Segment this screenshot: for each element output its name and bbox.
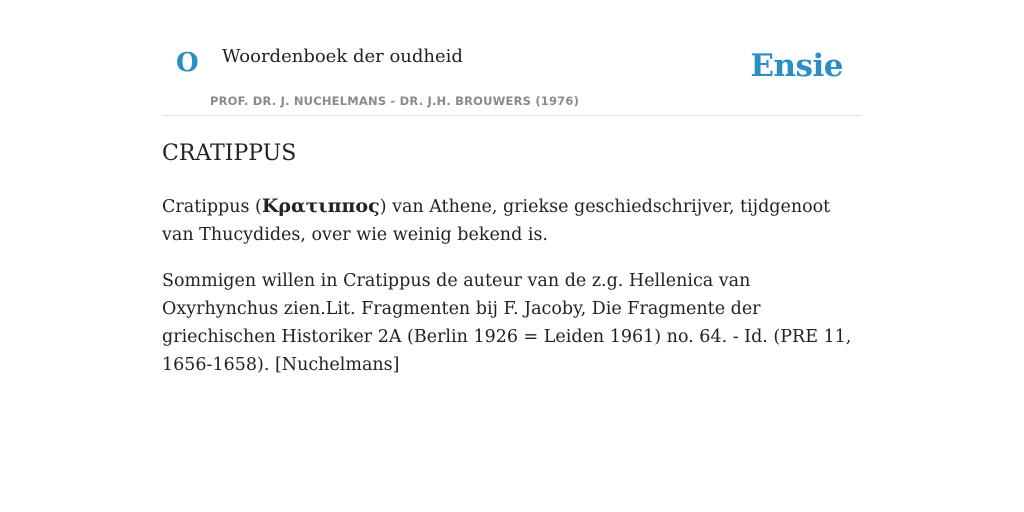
entry-paragraph-2: Sommigen willen in Cratippus de auteur van de z.g. Hellenica van Oxyrhynchus zien.Lit. Fragmenten bij F. Jacoby, Die Fragmente der griechischen Historiker 2A (Berlin 1926 = Leiden 1961) no. 64. - Id. (PRE 11, 1656-1658). [Nuchelmans] (162, 271, 852, 375)
book-letter-badge[interactable]: O (176, 48, 199, 78)
ensie-logo[interactable]: Ensie (750, 48, 843, 84)
book-authors: PROF. DR. J. NUCHELMANS - DR. J.H. BROUWERS (1976) (210, 94, 580, 108)
entry-title: CRATIPPUS (162, 141, 297, 166)
greek-name: Κρατιππος (261, 195, 380, 217)
book-header (162, 36, 862, 116)
paragraph-1-text-before: Cratippus ( (162, 197, 262, 217)
book-title-link[interactable]: Woordenboek der oudheid (222, 46, 463, 67)
paragraph-1-text-after: ) van Athene, griekse geschiedschrijver, tijdgenoot van Thucydides, over wie weinig bekend is. (162, 197, 831, 245)
entry-paragraph-1 (162, 192, 862, 249)
